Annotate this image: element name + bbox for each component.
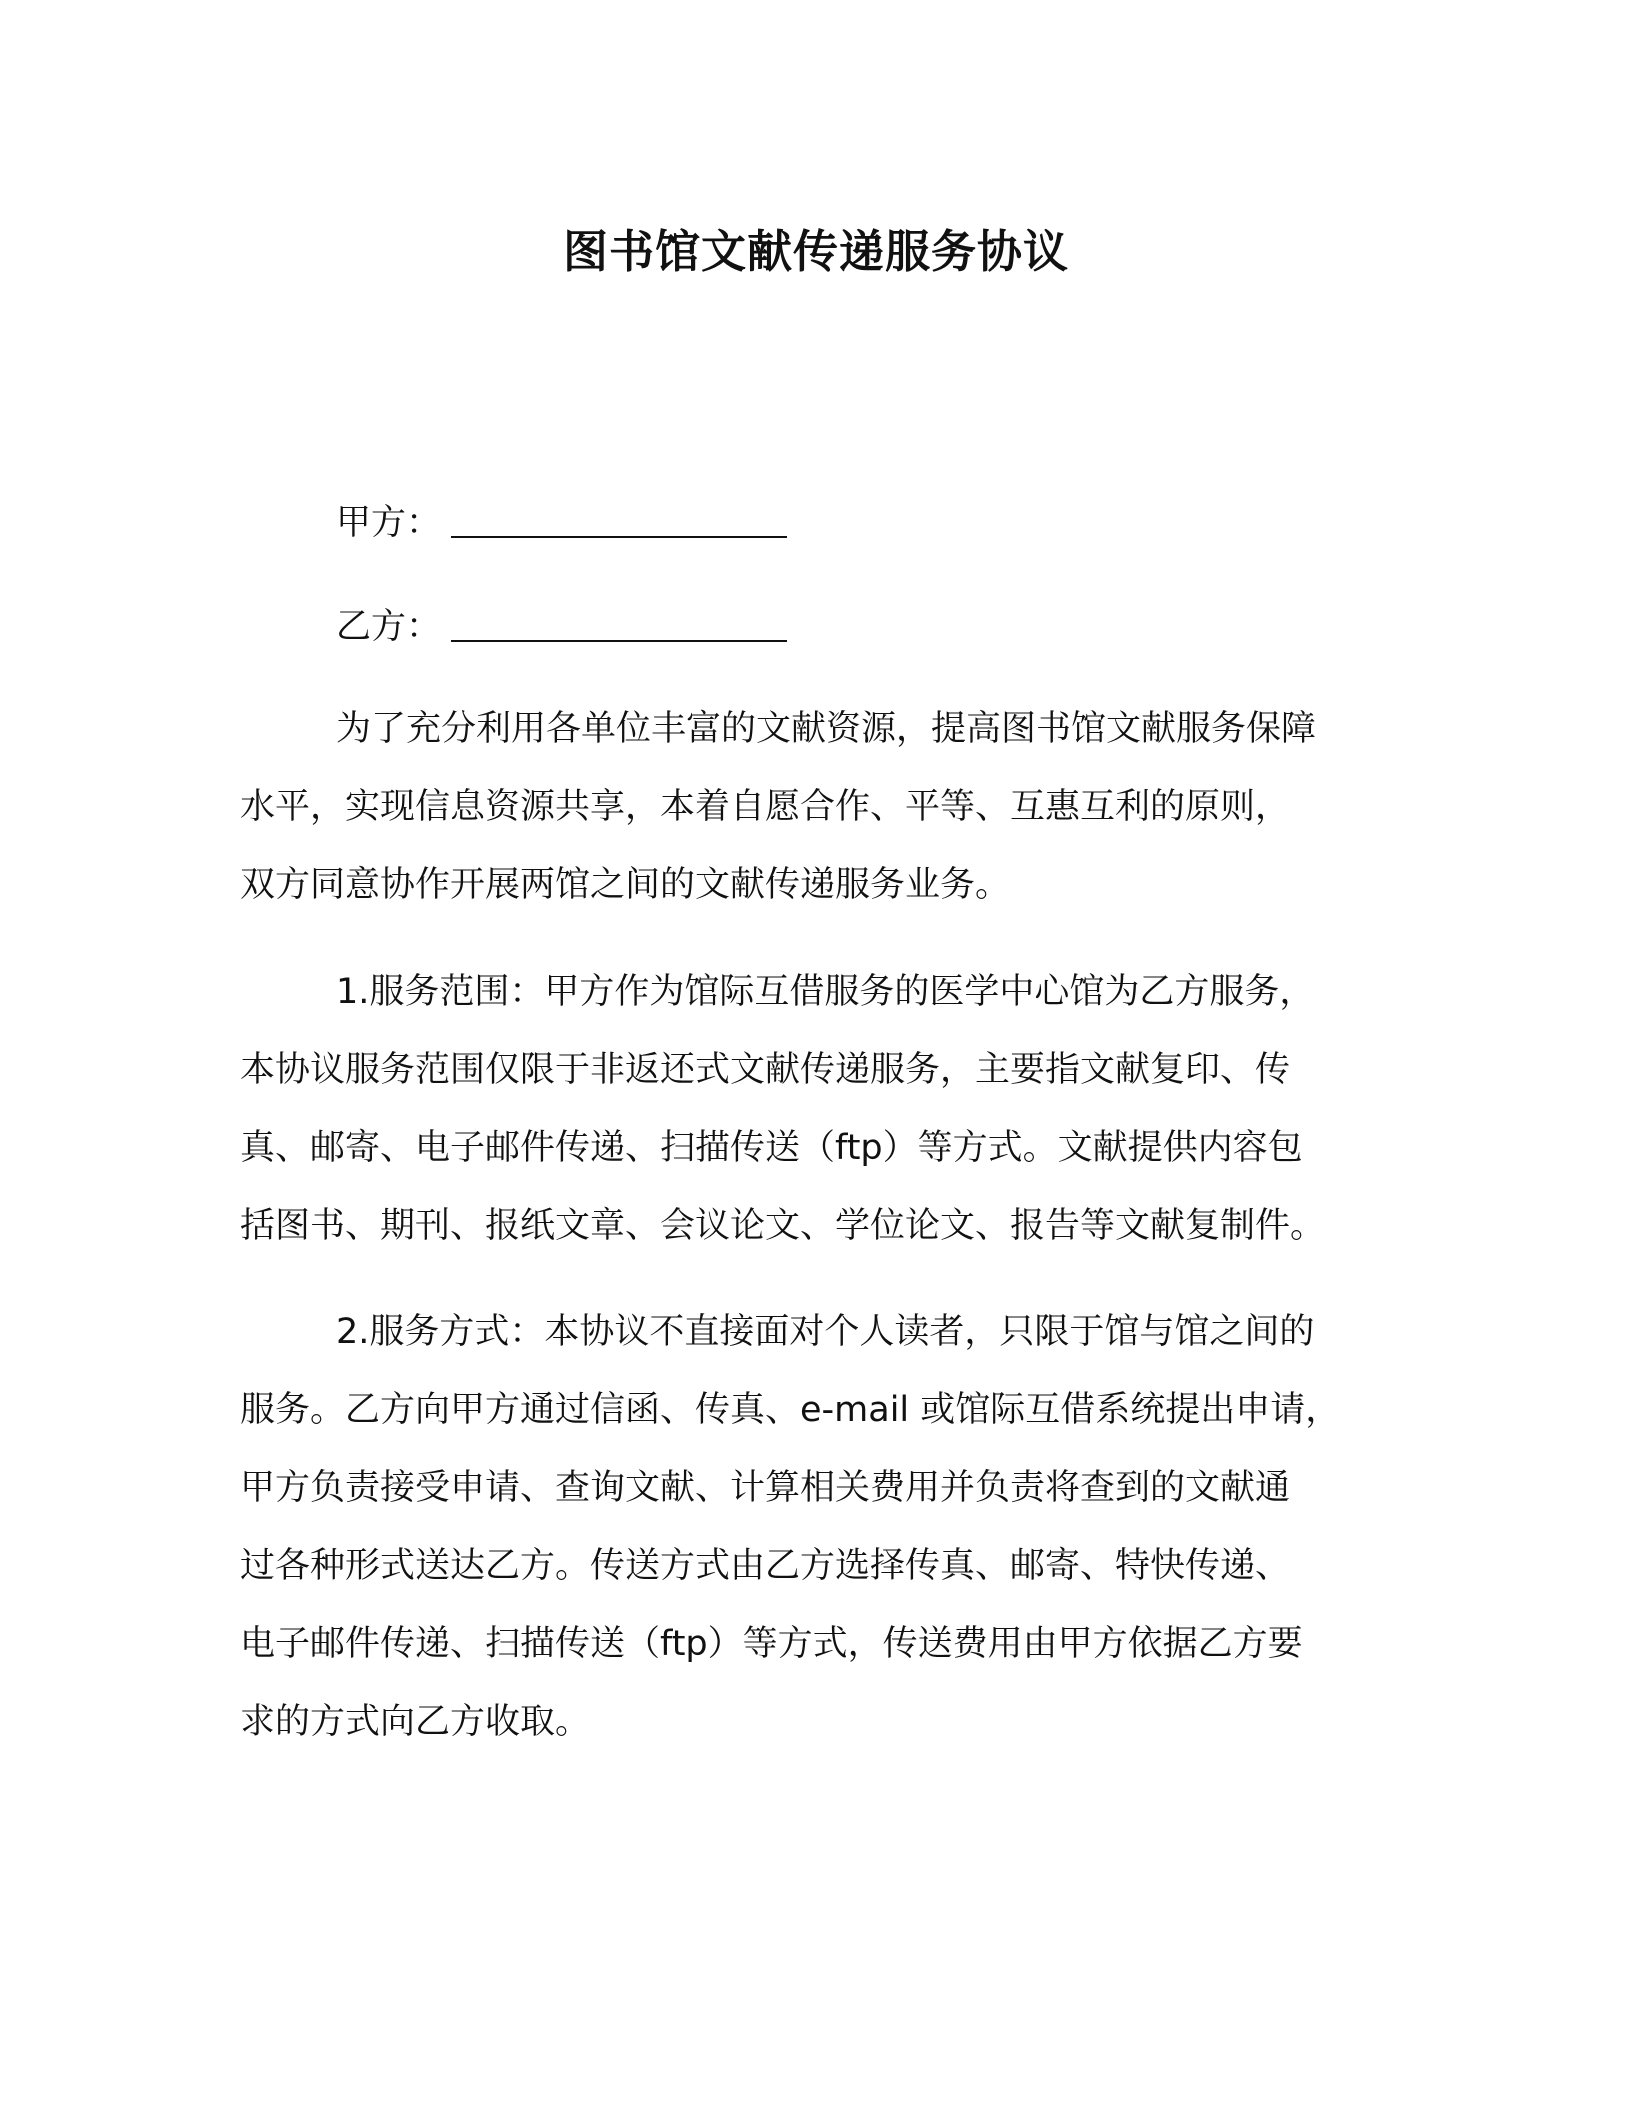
clause-1-line: 1.服务范围：甲方作为馆际互借服务的医学中心馆为乙方服务， [336, 972, 1315, 1012]
clause-2-paragraph [240, 1293, 1392, 1761]
clause-2-line: 电子邮件传递、扫描传送（ftp）等方式，传送费用由甲方依据乙方要 [240, 1624, 1303, 1664]
clause-1-line: 真、邮寄、电子邮件传递、扫描传送（ftp）等方式。文献提供内容包 [240, 1128, 1303, 1168]
intro-line: 双方同意协作开展两馆之间的文献传递服务业务。 [240, 865, 1011, 905]
clause-2-line: 服务。乙方向甲方通过信函、传真、e-mail 或馆际互借系统提出申请， [240, 1390, 1341, 1430]
clause-2-line: 求的方式向乙方收取。 [240, 1702, 591, 1742]
clause-2-line: 2.服务方式：本协议不直接面对个人读者，只限于馆与馆之间的 [336, 1312, 1315, 1352]
party-a-line [336, 498, 787, 548]
clause-1-paragraph [240, 953, 1392, 1265]
clause-1-line: 括图书、期刊、报纸文章、会议论文、学位论文、报告等文献复制件。 [240, 1206, 1326, 1246]
clause-2-line: 甲方负责接受申请、查询文献、计算相关费用并负责将查到的文献通 [240, 1468, 1291, 1508]
intro-line: 为了充分利用各单位丰富的文献资源，提高图书馆文献服务保障 [336, 709, 1317, 749]
party-b-label: 乙方： [336, 607, 442, 647]
party-b-line [336, 602, 787, 652]
intro-paragraph [240, 690, 1392, 924]
party-b-blank [451, 640, 787, 642]
intro-line: 水平，实现信息资源共享，本着自愿合作、平等、互惠互利的原则， [240, 787, 1291, 827]
clause-2-line: 过各种形式送达乙方。传送方式由乙方选择传真、邮寄、特快传递、 [240, 1546, 1291, 1586]
document-title: 图书馆文献传递服务协议 [562, 225, 1069, 278]
party-a-label: 甲方： [336, 503, 442, 543]
clause-1-line: 本协议服务范围仅限于非返还式文献传递服务，主要指文献复印、传 [240, 1050, 1291, 1090]
party-a-blank [451, 536, 787, 538]
